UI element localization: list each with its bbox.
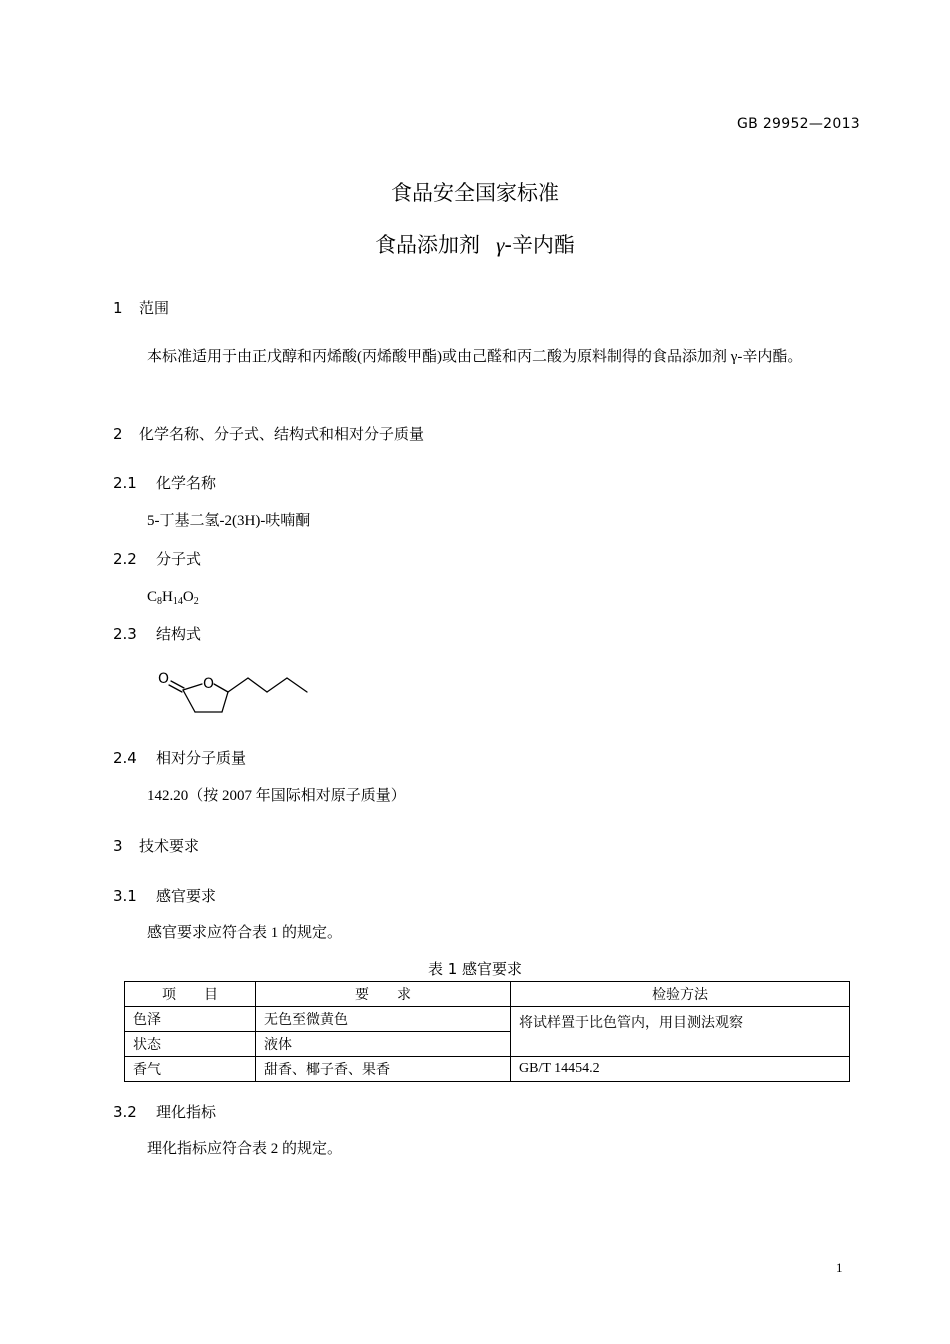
section-1-heading: [113, 297, 169, 318]
document-title: 食品安全国家标准: [391, 181, 559, 205]
table-header-method: 检验方法: [511, 982, 850, 1007]
section-number: 2.2: [113, 550, 137, 568]
table-header-row: [125, 982, 850, 1007]
section-3-1-heading: [113, 885, 216, 906]
formula-carbon-count: 8: [157, 596, 163, 607]
sensory-table: [124, 981, 850, 1082]
page-number: 1: [836, 1260, 843, 1275]
section-2-3-heading: [113, 623, 201, 644]
table-row: [125, 1007, 850, 1032]
table-cell-requirement: 无色至微黄色: [256, 1007, 511, 1032]
section-title: 感官要求: [156, 887, 217, 905]
section-number: 1: [113, 299, 123, 317]
table-cell-requirement: 甜香、椰子香、果香: [256, 1057, 511, 1082]
table-cell-requirement: 液体: [256, 1032, 511, 1057]
table-cell-item: 色泽: [125, 1007, 256, 1032]
formula-oxygen: O: [182, 589, 194, 605]
section-3-heading: [113, 835, 199, 856]
subtitle-prefix: 食品添加剂: [375, 233, 481, 257]
ring-bond-o-c4: [214, 684, 228, 692]
section-2-1-heading: [113, 472, 216, 493]
gamma-symbol: γ: [496, 233, 505, 257]
table-row: [125, 1057, 850, 1082]
table-header-item: 项 目: [125, 982, 256, 1007]
section-number: 3.1: [113, 887, 137, 905]
molecular-mass: 142.20（按 2007 年国际相对原子质量）: [147, 788, 406, 804]
document-subtitle: [0, 229, 950, 259]
section-title: 结构式: [156, 625, 202, 643]
carbonyl-oxygen: O: [158, 671, 170, 687]
section-title: 技术要求: [139, 837, 200, 855]
section-title: 化学名称、分子式、结构式和相对分子质量: [139, 425, 425, 443]
scope-paragraph: 本标准适用于由正戊醇和丙烯酸(丙烯酸甲酯)或由己醛和丙二酸为原料制得的食品添加剂 γ-辛内酯。: [147, 349, 803, 365]
section-3-2-heading: [113, 1101, 216, 1122]
section-number: 2.1: [113, 474, 137, 492]
chain-bond-2: [248, 678, 267, 692]
chain-bond-1: [228, 678, 248, 692]
section-2-heading: [113, 423, 424, 444]
table-1-caption: 表 1 感官要求: [427, 960, 523, 978]
molecular-formula: [147, 585, 199, 614]
formula-hydrogen-count: 14: [172, 596, 183, 607]
sensory-paragraph: 感官要求应符合表 1 的规定。: [147, 925, 343, 941]
ring-oxygen: O: [203, 676, 215, 692]
section-number: 2.4: [113, 749, 137, 767]
section-number: 3.2: [113, 1103, 137, 1121]
ring-bond-c4-c3: [222, 692, 228, 712]
formula-hydrogen: H: [162, 589, 173, 605]
formula-carbon: C: [147, 589, 158, 605]
section-title: 相对分子质量: [156, 749, 247, 767]
table-header-requirement: 要 求: [256, 982, 511, 1007]
section-title: 分子式: [156, 550, 202, 568]
section-number: 3: [113, 837, 123, 855]
section-title: 化学名称: [156, 474, 217, 492]
section-title: 理化指标: [156, 1103, 217, 1121]
ring-bond-c2-c1: [183, 690, 195, 712]
subtitle-suffix: -辛内酯: [504, 233, 575, 257]
ring-bond-c1-o: [183, 684, 202, 690]
standard-number: GB 29952—2013: [737, 116, 860, 132]
section-2-2-heading: [113, 548, 201, 569]
chain-bond-3: [267, 678, 287, 692]
table-cell-method: 将试样置于比色管内，用目测法观察: [511, 1007, 850, 1057]
section-number: 2: [113, 425, 123, 443]
chain-bond-4: [287, 678, 307, 692]
structural-formula: [150, 660, 320, 720]
formula-oxygen-count: 2: [193, 596, 199, 607]
table-cell-method: GB/T 14454.2: [511, 1057, 850, 1082]
table-cell-item: 状态: [125, 1032, 256, 1057]
chemical-name: 5-丁基二氢-2(3H)-呋喃酮: [147, 513, 311, 529]
section-2-4-heading: [113, 747, 246, 768]
table-cell-item: 香气: [125, 1057, 256, 1082]
section-number: 2.3: [113, 625, 137, 643]
section-title: 范围: [139, 299, 170, 317]
physchem-paragraph: 理化指标应符合表 2 的规定。: [147, 1141, 343, 1157]
